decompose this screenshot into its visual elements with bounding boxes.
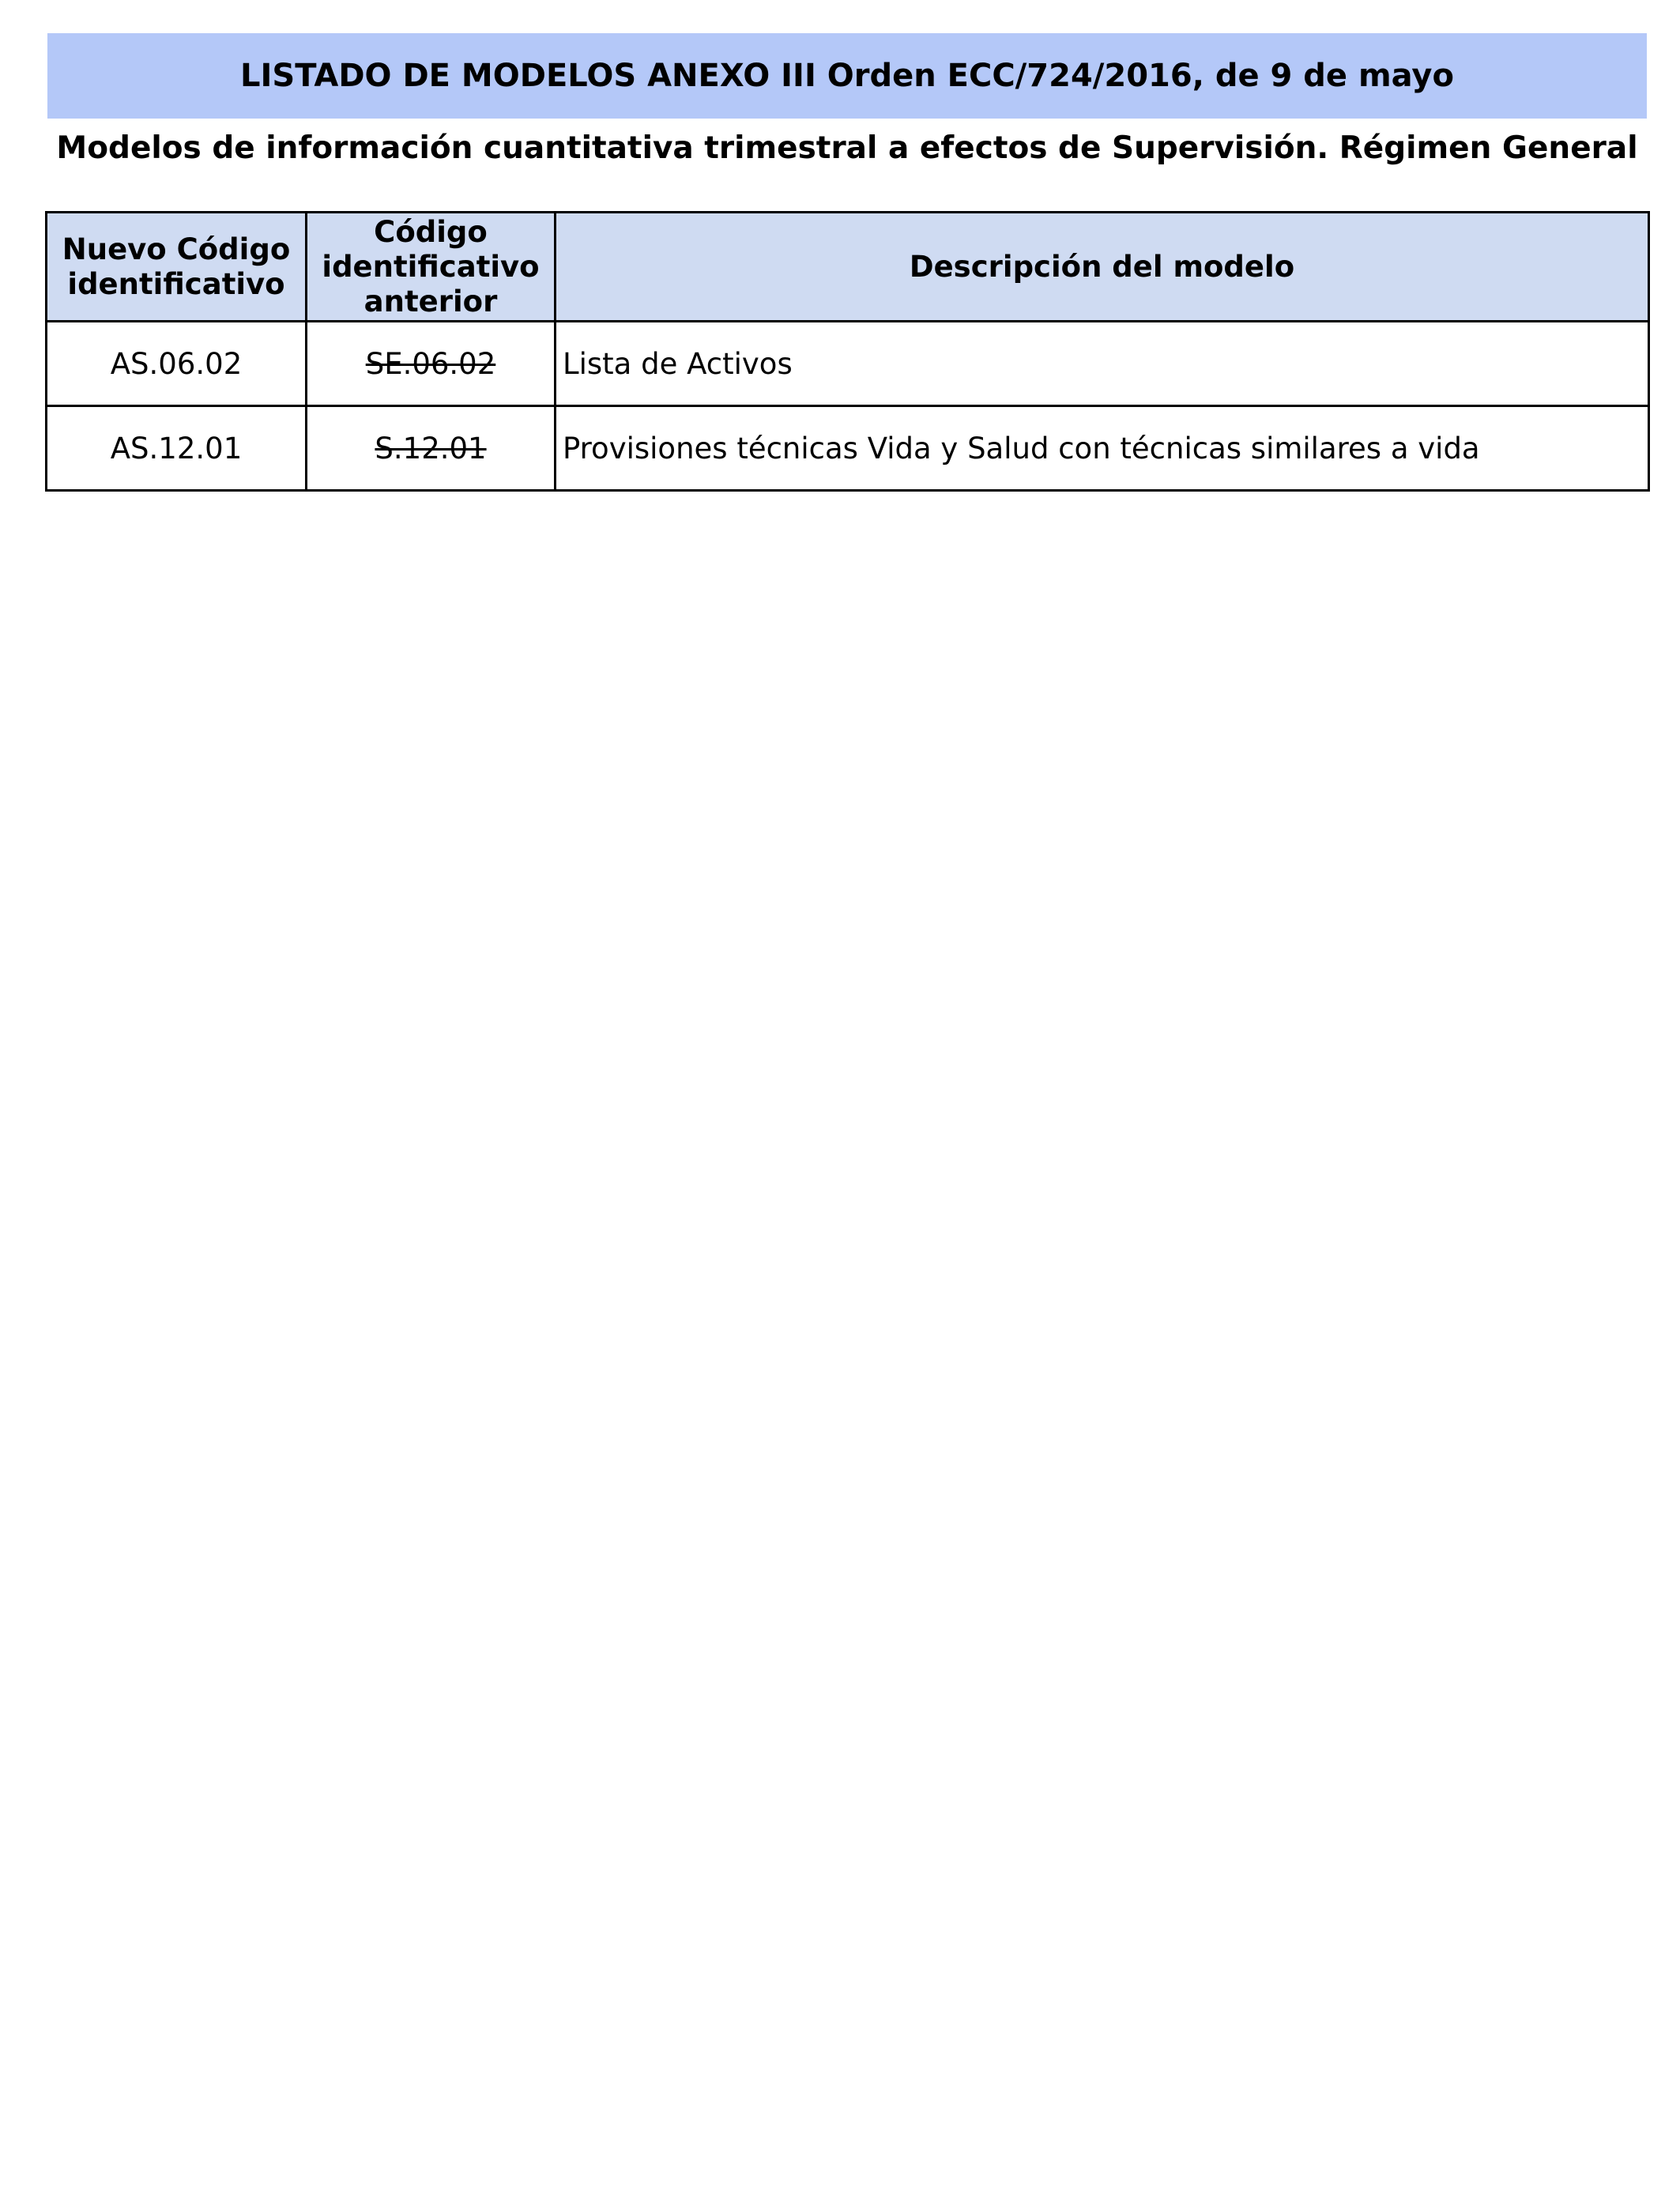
table-row — [47, 406, 1649, 491]
header-new-code: Nuevo Código identificativo — [47, 213, 307, 322]
cell-old-code — [307, 322, 556, 406]
header-old-code: Código identificativo anterior — [307, 213, 556, 322]
document-title-banner — [47, 33, 1647, 119]
old-code-struck-text: S.12.01 — [375, 431, 487, 466]
cell-description: Provisiones técnicas Vida y Salud con técnicas similares a vida — [556, 406, 1649, 491]
table-row — [47, 322, 1649, 406]
models-table — [45, 211, 1650, 492]
old-code-struck-text: SE.06.02 — [365, 346, 496, 381]
document-subtitle: Modelos de información cuantitativa trimestral a efectos de Supervisión. Régimen General — [56, 130, 1638, 166]
cell-old-code — [307, 406, 556, 491]
header-description: Descripción del modelo — [556, 213, 1649, 322]
document-title: LISTADO DE MODELOS ANEXO III Orden ECC/724/2016, de 9 de mayo — [240, 58, 1454, 94]
cell-new-code: AS.12.01 — [47, 406, 307, 491]
cell-description: Lista de Activos — [556, 322, 1649, 406]
table-header-row — [47, 213, 1649, 322]
cell-new-code: AS.06.02 — [47, 322, 307, 406]
